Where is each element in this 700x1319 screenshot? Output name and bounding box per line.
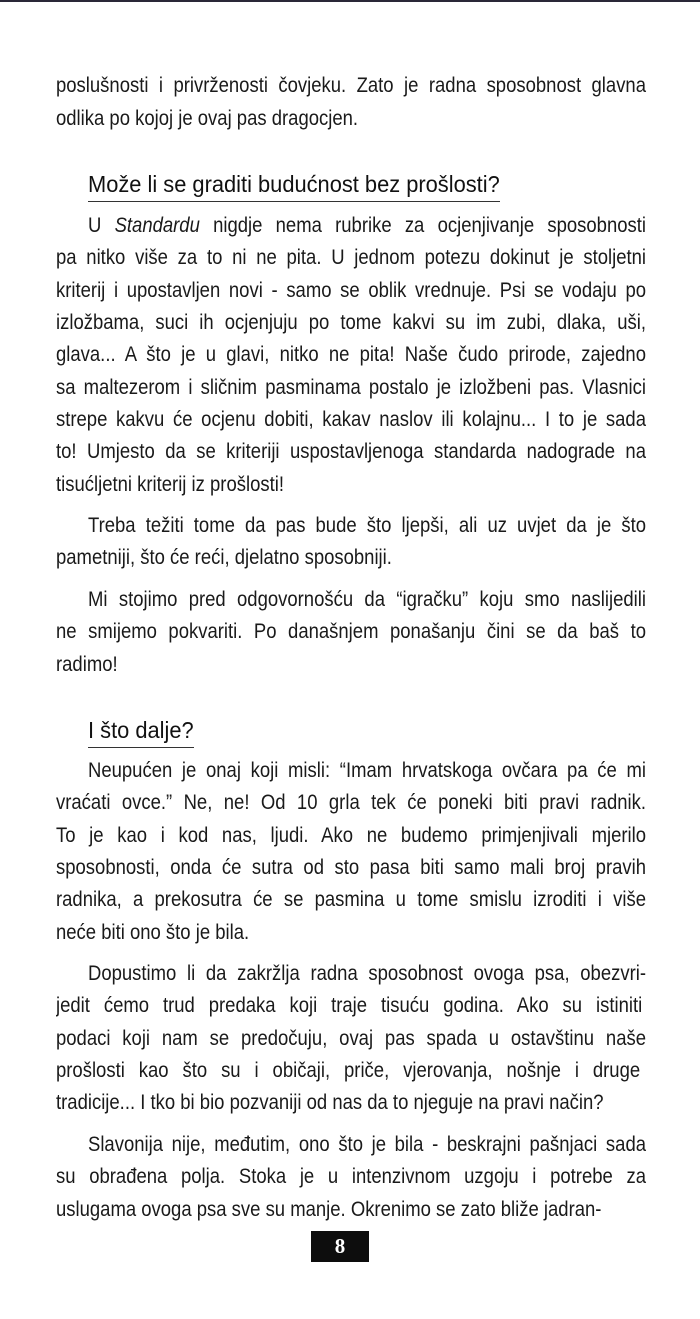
text-line (88, 959, 648, 989)
text-line (56, 1056, 648, 1086)
text-line (56, 104, 648, 134)
text-line (56, 617, 648, 647)
text-line (56, 918, 648, 948)
text-line (88, 585, 648, 615)
text-line-content: pametniji, što će reći, djelatno sposobniji. (56, 546, 392, 569)
text-line (56, 543, 648, 573)
text-line-content: To je kao i kod nas, ljudi. Ako ne budemo primjenjivali mjerilo (56, 824, 646, 847)
text-line-content: sa maltezerom i sličnim pasminama postalo je izložbeni pas. Vlasnici (56, 376, 646, 399)
text-line-content: Mi stojimo pred odgovornošću da “igračku” koju smo naslijedili (88, 588, 646, 611)
text-line-content: vraćati ovce.” Ne, ne! Od 10 grla tek će poneki biti pravi radnik. (56, 791, 646, 814)
text-line-content: prošlosti kao što su i običaji, priče, vjerovanja, nošnje i druge (56, 1059, 641, 1082)
text-line (56, 470, 648, 500)
text-line (56, 405, 648, 435)
text-line (56, 437, 648, 467)
text-line (56, 1024, 648, 1054)
text-line (88, 211, 648, 241)
text-line (56, 650, 648, 680)
text-line (56, 340, 648, 370)
text-line-content: U Standardu nigdje nema rubrike za ocjenjivanje sposobnosti (88, 214, 646, 237)
text-line-content: glava... A što je u glavi, nitko ne pita! Naše čudo prirode, zajedno (56, 343, 646, 366)
text-line-content: pa nitko više za to ni ne pita. U jednom potezu dokinut je stoljetni (56, 246, 646, 269)
text-line-content: ne smijemo pokvariti. Po današnjem ponašanju čini se da baš to (56, 620, 646, 643)
text-line-content: su obrađena polja. Stoka je u intenzivnom uzgoju i potrebe za (56, 1165, 646, 1188)
text-line (56, 71, 648, 101)
text-line (56, 991, 648, 1021)
text-line-content: Slavonija nije, međutim, ono što je bila - beskrajni pašnjaci sada (88, 1133, 646, 1156)
text-line (88, 511, 648, 541)
text-line-content: Treba težiti tome da pas bude što ljepši, ali uz uvjet da je što (88, 514, 646, 537)
text-line-content: radnika, a prekosutra će se pasmina u tome smislu izroditi i više (56, 888, 646, 911)
text-line-content: poslušnosti i privrženosti čovjeku. Zato je radna sposobnost glavna (56, 74, 646, 97)
text-line-content: Dopustimo li da zakržlja radna sposobnost ovoga psa, obezvri- (88, 962, 646, 985)
text-line-content: izložbama, suci ih ocjenjuju po tome kakvi su im zubi, dlaka, uši, (56, 311, 646, 334)
text-line-content: sposobnosti, onda će sutra od sto pasa biti samo mali broj pravih (56, 856, 646, 879)
book-page-body (56, 0, 648, 1221)
text-line (56, 276, 648, 306)
text-line (56, 1088, 648, 1118)
section-heading-wrap (88, 715, 194, 749)
italic-title: Standardu (114, 214, 200, 237)
text-line-content: uslugama ovoga psa sve su manje. Okrenimo se zato bliže jadran- (56, 1198, 602, 1221)
text-line (56, 1195, 648, 1225)
text-line (88, 756, 648, 786)
text-line-content: tradicije... I tko bi bio pozvaniji od nas da to njeguje na pravi način? (56, 1091, 604, 1114)
text-line-content: Neupućen je onaj koji misli: “Imam hrvatskoga ovčara pa će mi (88, 759, 646, 782)
text-line-content: to! Umjesto da se kriteriji uspostavljenoga standarda nadograde na (56, 440, 646, 463)
text-line (56, 821, 648, 851)
text-line (56, 788, 648, 818)
text-line-content: odlika po kojoj je ovaj pas dragocjen. (56, 107, 359, 130)
text-line-content: jedit ćemo trud predaka koji traje tisuću godina. Ako su istiniti (56, 994, 643, 1017)
text-line-content: radimo! (56, 653, 118, 676)
text-line-content: strepe kakvu će ocjenu dobiti, kakav naslov ili kolajnu... I to je sada (56, 408, 646, 431)
page-number: 8 (311, 1231, 369, 1262)
text-line (56, 308, 648, 338)
section-heading (88, 715, 194, 748)
text-line-content: podaci koji nam se predočuju, ovaj pas spada u ostavštinu naše (56, 1027, 646, 1050)
text-line (88, 1130, 648, 1160)
text-line (56, 885, 648, 915)
text-line-content: tisućljetni kriterij iz prošlosti! (56, 473, 284, 496)
text-line (56, 1162, 648, 1192)
text-line (56, 853, 648, 883)
text-line-content: kriterij i upostavljen novi - samo se oblik vrednuje. Psi se vodaju po (56, 279, 646, 302)
text-line-content: neće biti ono što je bila. (56, 921, 250, 944)
section-heading-text: Može li se graditi budućnost bez prošlosti? (88, 171, 500, 197)
text-line (56, 243, 648, 273)
section-heading (88, 169, 500, 202)
section-heading-text: I što dalje? (88, 717, 194, 743)
text-line (56, 373, 648, 403)
section-heading-wrap (88, 169, 500, 203)
